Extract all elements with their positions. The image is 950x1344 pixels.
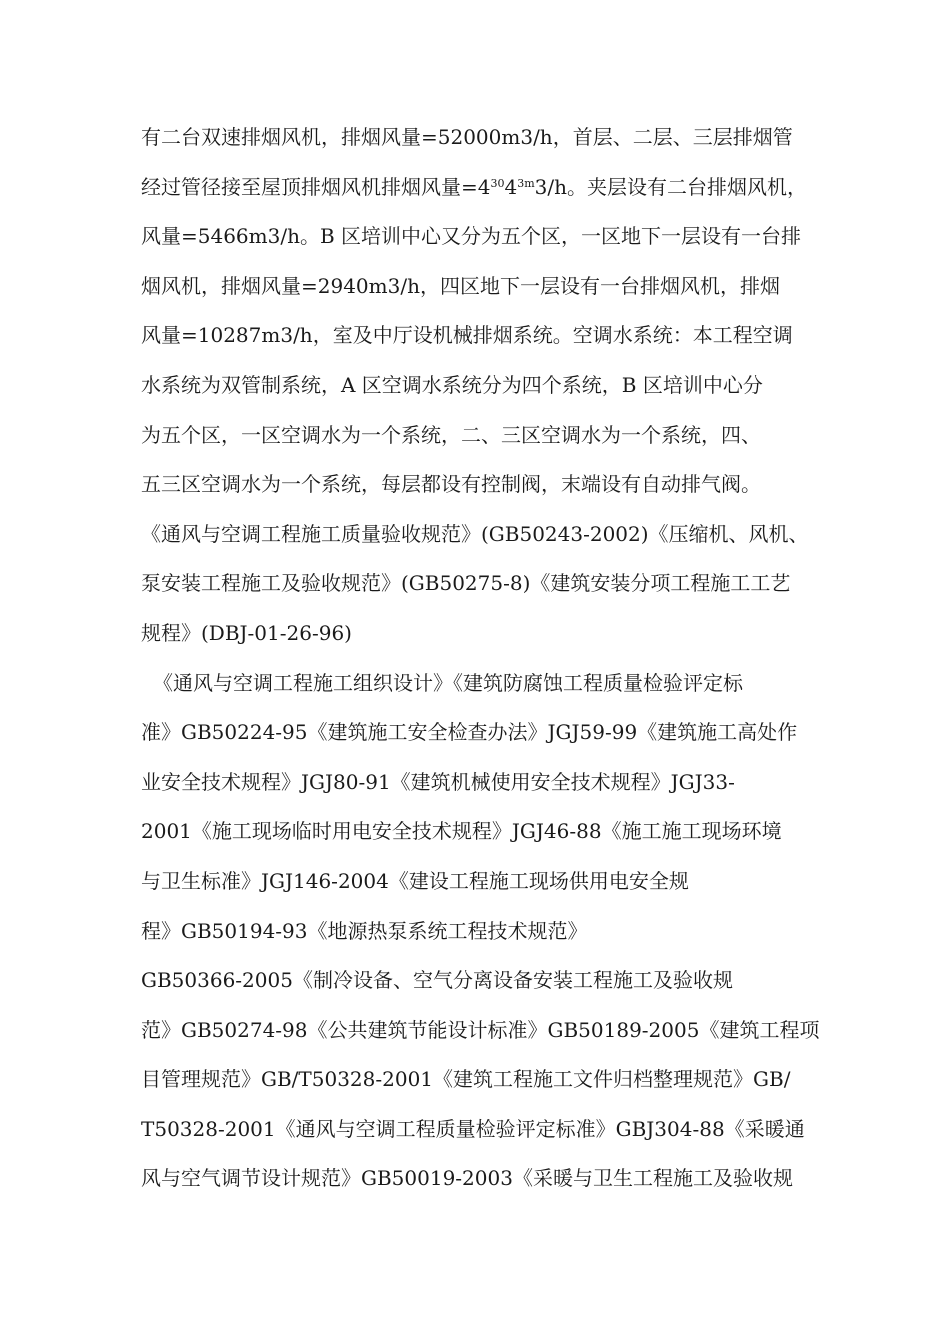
text-line: 风与空气调节设计规范》GB50019-2003《采暖与卫生工程施工及验收规 [141, 1166, 793, 1191]
superscript: 3m [517, 176, 535, 190]
text-line: 目管理规范》GB/T50328-2001《建筑工程施工文件归档整理规范》GB/ [141, 1067, 791, 1092]
text-line: 与卫生标准》JGJ146-2004《建设工程施工现场供用电安全规 [141, 868, 689, 893]
text-line: 烟风机，排烟风量=2940m3/h，四区地下一层设有一台排烟风机，排烟 [141, 273, 780, 298]
text-line: T50328-2001《通风与空调工程质量检验评定标准》GBJ304-88《采暖通 [141, 1116, 805, 1141]
text-line [141, 163, 821, 213]
text-run: 经过管径接至屋顶排烟风机排烟风量=4 [141, 174, 491, 199]
text-line: GB50366-2005《制冷设备、空气分离设备安装工程施工及验收规 [141, 968, 733, 993]
superscript: 30 [490, 176, 505, 190]
text-line: 《通风与空调工程施工组织设计》《建筑防腐蚀工程质量检验评定标 [153, 670, 743, 695]
text-line: 《通风与空调工程施工质量验收规范》(GB50243-2002)《压缩机、风机、 [141, 521, 809, 546]
text-run: 3/h。夹层设有二台排烟风机， [534, 174, 807, 199]
text-line: 程》GB50194-93《地源热泵系统工程技术规范》 [141, 918, 588, 943]
text-line: 有二台双速排烟风机，排烟风量=52000m3/h，首层、二层、三层排烟管 [141, 125, 793, 149]
text-line: 范》GB50274-98《公共建筑节能设计标准》GB50189-2005《建筑工程项 [141, 1017, 820, 1042]
text-line: 2001《施工现场临时用电安全技术规程》JGJ46-88《施工施工现场环境 [141, 819, 782, 844]
text-line: 风量=10287m3/h，室及中厅设机械排烟系统。空调水系统：本工程空调 [141, 323, 793, 348]
text-line: 为五个区，一区空调水为一个系统，二、三区空调水为一个系统，四、 [141, 422, 761, 447]
text-run: 4 [504, 174, 518, 199]
text-line: 五三区空调水为一个系统，每层都设有控制阀，末端设有自动排气阀。 [141, 472, 761, 497]
body-text [141, 113, 821, 1204]
text-line: 业安全技术规程》JGJ80-91《建筑机械使用安全技术规程》JGJ33- [141, 769, 735, 794]
text-line: 水系统为双管制系统，A 区空调水系统分为四个系统，B 区培训中心分 [141, 372, 763, 397]
text-line: 规程》(DBJ-01-26-96) [141, 620, 352, 645]
text-line: 泵安装工程施工及验收规范》(GB50275-8)《建筑安装分项工程施工工艺 [141, 571, 791, 596]
text-line: 风量=5466m3/h。B 区培训中心又分为五个区，一区地下一层设有一台排 [141, 224, 802, 249]
text-line: 准》GB50224-95《建筑施工安全检查办法》JGJ59-99《建筑施工高处作 [141, 720, 798, 745]
